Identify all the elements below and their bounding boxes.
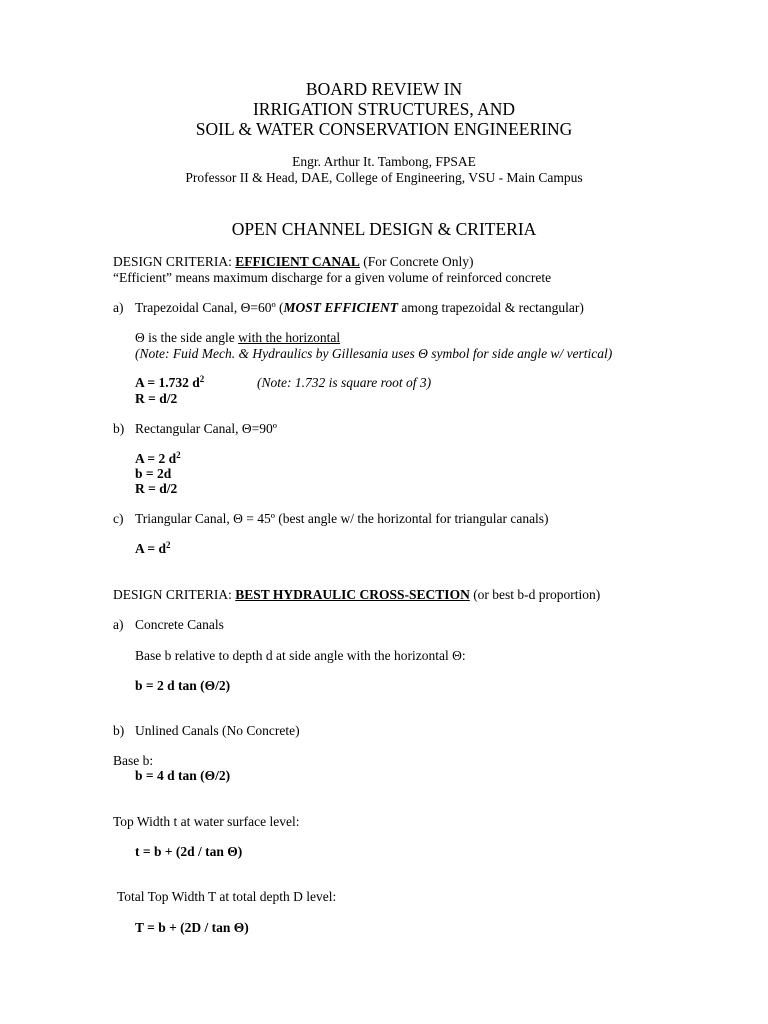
theta-note — [135, 346, 612, 362]
trapezoidal-text-2: among trapezoidal & rectangular) — [397, 300, 584, 315]
criteria-lead: DESIGN CRITERIA: — [113, 254, 236, 269]
section-title: OPEN CHANNEL DESIGN & CRITERIA — [231, 219, 537, 239]
best-hydraulic-heading: BEST HYDRAULIC CROSS-SECTION — [235, 587, 470, 602]
doc-title-line-3: SOIL & WATER CONSERVATION ENGINEERING — [195, 119, 573, 139]
total-top-width-formula — [135, 920, 249, 936]
concrete-canals-text: Concrete Canals — [135, 617, 224, 632]
base-b-label: Base b: — [113, 753, 154, 768]
unlined-canals-text: Unlined Canals (No Concrete) — [135, 723, 300, 738]
concrete-base: b = 2 d tan (Θ/2) — [135, 678, 231, 693]
trapezoidal-radius-formula — [135, 391, 177, 407]
triangular-canal-text: Triangular Canal, Θ = 45º (best angle w/ the horizontal for triangular canals) — [135, 511, 549, 526]
trapezoidal-area-formula — [135, 375, 204, 391]
criteria-qualifier: (or best b-d proportion) — [469, 587, 601, 602]
most-efficient-emphasis: MOST EFFICIENT — [283, 300, 398, 315]
triangular-area: A = d — [135, 541, 166, 556]
item-a-label: a) — [113, 300, 124, 315]
trapezoidal-area-exponent: 2 — [199, 374, 205, 384]
doc-title-line-1: BOARD REVIEW IN — [305, 79, 463, 99]
triangular-area-exponent: 2 — [165, 540, 171, 550]
item-c-label: c) — [113, 511, 124, 526]
item-b-label: b) — [113, 421, 125, 436]
rectangular-base: b = 2d — [135, 466, 172, 481]
rectangular-radius: R = d/2 — [135, 481, 178, 496]
hydraulic-criteria-heading — [113, 587, 600, 603]
theta-text: Θ is the side angle — [135, 330, 239, 345]
area-note-text: (Note: 1.732 is square root of 3) — [257, 375, 432, 390]
triangular-area-formula — [135, 541, 170, 557]
doc-title-line-2: IRRIGATION STRUCTURES, AND — [252, 99, 516, 119]
top-width: t = b + (2d / tan Θ) — [135, 844, 243, 859]
total-top-width-label: Total Top Width T at total depth D level: — [117, 889, 337, 904]
theta-definition — [135, 330, 340, 346]
criteria-lead: DESIGN CRITERIA: — [113, 587, 236, 602]
criteria-qualifier: (For Concrete Only) — [359, 254, 474, 269]
trapezoidal-area: A = 1.732 d — [135, 375, 200, 390]
affiliation-line: Professor II & Head, DAE, College of Engineering, VSU - Main Campus — [185, 170, 583, 185]
unlined-base: b = 4 d tan (Θ/2) — [135, 768, 231, 783]
rectangular-area-formula — [135, 451, 181, 467]
trapezoidal-area-note — [257, 375, 431, 391]
theta-note-text: (Note: Fuid Mech. & Hydraulics by Gillesania uses Θ symbol for side angle w/ vertical) — [135, 346, 613, 361]
efficient-definition: “Efficient” means maximum discharge for a given volume of reinforced concrete — [113, 270, 552, 285]
trapezoidal-canal-text — [135, 300, 584, 316]
trapezoidal-radius: R = d/2 — [135, 391, 178, 406]
unlined-base-formula — [135, 768, 230, 784]
theta-underlined: with the horizontal — [238, 330, 341, 345]
efficient-criteria-heading — [113, 254, 474, 270]
top-width-formula — [135, 844, 242, 860]
rectangular-base-formula — [135, 466, 171, 482]
hydraulic-item-a-label: a) — [113, 617, 124, 632]
rectangular-area-exponent: 2 — [176, 450, 181, 460]
total-top-width: T = b + (2D / tan Θ) — [135, 920, 249, 935]
efficient-canal-heading: EFFICIENT CANAL — [235, 254, 360, 269]
rectangular-canal-text: Rectangular Canal, Θ=90º — [135, 421, 277, 436]
rectangular-area: A = 2 d — [135, 451, 177, 466]
concrete-base-description: Base b relative to depth d at side angle with the horizontal Θ: — [135, 648, 466, 663]
trapezoidal-text-1: Trapezoidal Canal, Θ=60º ( — [135, 300, 284, 315]
author-line: Engr. Arthur It. Tambong, FPSAE — [292, 154, 476, 169]
concrete-base-formula — [135, 678, 230, 694]
rectangular-radius-formula — [135, 481, 177, 497]
top-width-label: Top Width t at water surface level: — [113, 814, 300, 829]
hydraulic-item-b-label: b) — [113, 723, 125, 738]
